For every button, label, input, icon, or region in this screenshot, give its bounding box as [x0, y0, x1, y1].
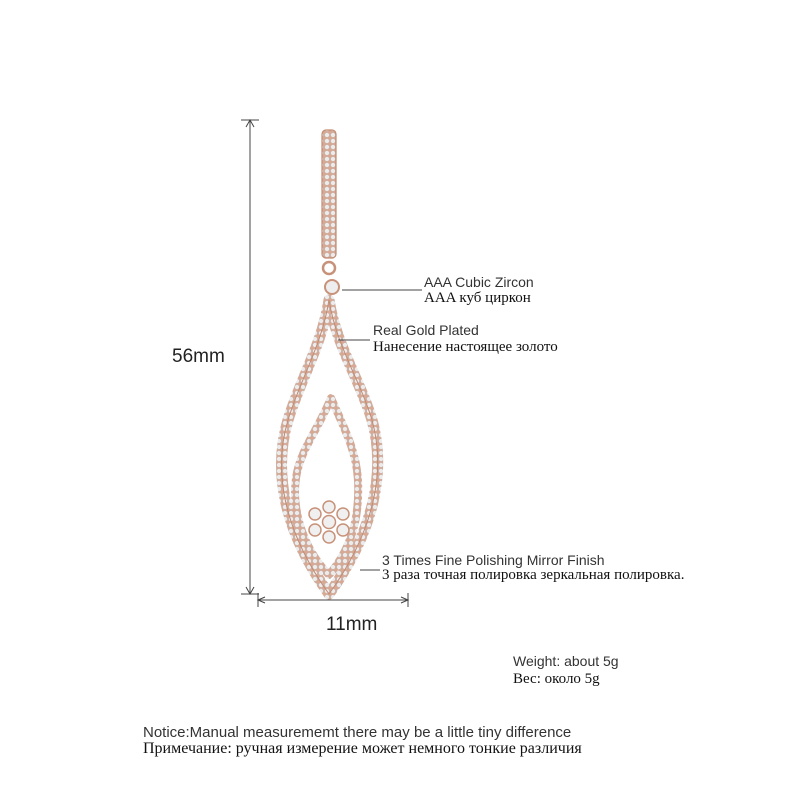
finish-label-ru: 3 раза точная полировка зеркальная полировка. — [382, 567, 685, 583]
earring-shape — [282, 130, 378, 594]
height-label: 56mm — [172, 346, 225, 367]
notice-label-ru: Примечание: ручная измерение может немного тонкие различия — [143, 740, 582, 757]
stone-label-en: AAA Cubic Zircon — [424, 274, 534, 290]
weight-label-en: Weight: about 5g — [513, 653, 619, 669]
notice-label-en: Notice:Manual measurememt there may be a little tiny difference — [143, 724, 572, 741]
plating-label-ru: Нанесение настоящее золото — [373, 339, 558, 355]
weight-label-ru: Вес: около 5g — [513, 671, 600, 687]
plating-label-en: Real Gold Plated — [373, 322, 479, 338]
height-dimension-line — [241, 120, 259, 594]
flower-cluster — [309, 501, 349, 543]
width-label: 11mm — [326, 614, 378, 635]
stone-label-ru: AAA куб циркон — [424, 290, 531, 306]
finish-label-en: 3 Times Fine Polishing Mirror Finish — [382, 552, 605, 568]
